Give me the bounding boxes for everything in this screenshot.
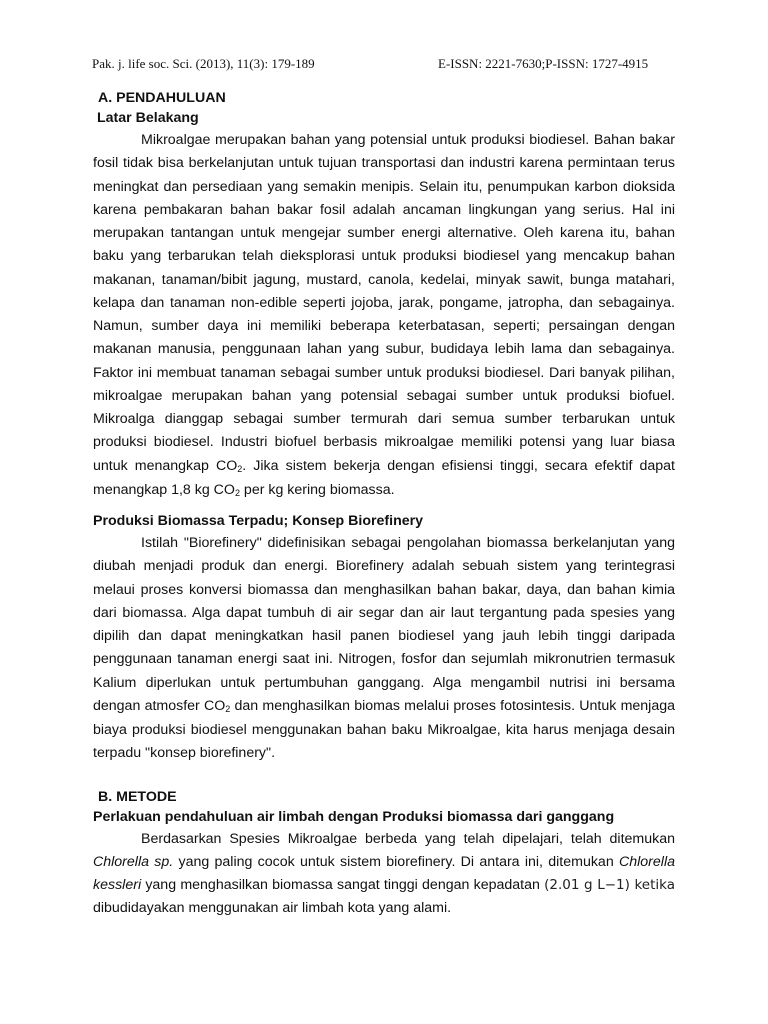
journal-citation: Pak. j. life soc. Sci. (2013), 11(3): 179-189 (92, 56, 315, 71)
para-text: dibudidayakan menggunakan air limbah kota yang alami. (93, 900, 452, 917)
subscript: 2 (225, 703, 231, 714)
para-text: Istilah "Biorefinery" didefinisikan sebagai pengolahan biomassa berkelanjutan yang diubah menjadi produk dan energi. Biorefinery adalah sebuah sistem yang terintegrasi melaui proses konversi biomassa dan menghasilkan bahan bakar, daya, dan bahan kimia dari biomassa. Alga dapat tumbuh di air segar dan air laut tergantung pada spesies yang dipilih dan dapat meningkatkan hasil panen biodiesel yang jauh lebih tinggi daripada penggunaan tanaman energi saat ini. Nitrogen, fosfor dan sejumlah mikronutrien termasuk Kalium diperlukan untuk pertumbuhan ganggang. Alga mengambil nutrisi ini bersama dengan atmosfer CO (93, 535, 675, 714)
subheading-perlakuan: Perlakuan pendahuluan air limbah dengan Produksi biomassa dari ganggang (93, 808, 615, 825)
para-text: yang paling cocok untuk sistem biorefinery. Di antara ini, ditemukan (173, 853, 619, 870)
subscript: 2 (237, 463, 243, 474)
para-text: Mikroalgae merupakan bahan yang potensial untuk produksi biodiesel. Bahan bakar fosil tidak bisa berkelanjutan untuk tujuan transportasi dan industri karena permintaan terus meningkat dan persediaan yang semakin menipis. Selain itu, penumpukan karbon dioksida karena pembakaran bahan bakar fosil adalah ancaman lingkungan yang serius. Hal ini merupakan tantangan untuk mengejar sumber energi alternative. Oleh karena itu, bahan baku yang terbarukan telah dieksplorasi untuk produksi biodiesel yang mencakup bahan makanan, tanaman/bibit jagung, mustard, canola, kedelai, minyak sawit, bunga matahari, kelapa dan tanaman non-edible seperti jojoba, jarak, pongame, jatropha, dan sebagainya. Namun, sumber daya ini memiliki beberapa keterbatasan, seperti; persaingan dengan makanan manusia, penggunaan lahan yang subur, budidaya lebih lama dan sebagainya. Faktor ini membuat tanaman sebagai sumber untuk produksi biodiesel. Dari banyak pilihan, mikroalgae merupakan bahan yang potensial sebagai sumber untuk produksi biofuel. Mikroalga dianggap sebagai sumber termurah dari semua sumber terbarukan untuk produksi biodiesel. Industri biofuel berbasis mikroalgae memiliki potensi yang luar biasa untuk menangkap CO (93, 132, 675, 474)
section-a-heading: A. PENDAHULUAN (98, 90, 226, 106)
species-name: Chlorella kessleri (93, 853, 675, 893)
paragraph-metode (93, 828, 675, 921)
paragraph-latar-belakang (93, 129, 675, 503)
section-b-heading: B. METODE (98, 788, 177, 805)
para-text: per kg kering biomassa. (239, 481, 395, 498)
para-text: yang menghasilkan biomassa sangat tinggi dengan kepadatan (141, 877, 545, 893)
species-name: Chlorella sp. (93, 853, 174, 870)
density-value: (2.01 g L−1) ketika (544, 877, 675, 893)
para-text: Berdasarkan Spesies Mikroalgae berbeda yang telah dipelajari, telah ditemukan (141, 830, 675, 847)
paragraph-biorefinery (93, 532, 675, 766)
subscript: 2 (234, 487, 240, 498)
para-text: dan menghasilkan biomas melalui proses fotosintesis. Untuk menjaga biaya produksi biodiesel menggunakan bahan baku Mikroalgae, kita harus menjaga desain terpadu "konsep biorefinery". (93, 697, 675, 762)
subheading-biorefinery: Produksi Biomassa Terpadu; Konsep Biorefinery (93, 513, 424, 529)
subheading-latar-belakang: Latar Belakang (97, 110, 199, 126)
body-text (93, 89, 675, 921)
para-text: . Jika sistem bekerja dengan efisiensi tinggi, secara efektif dapat menangkap 1,8 kg CO (93, 457, 675, 498)
issn-info: E-ISSN: 2221-7630;P-ISSN: 1727-4915 (438, 56, 649, 71)
